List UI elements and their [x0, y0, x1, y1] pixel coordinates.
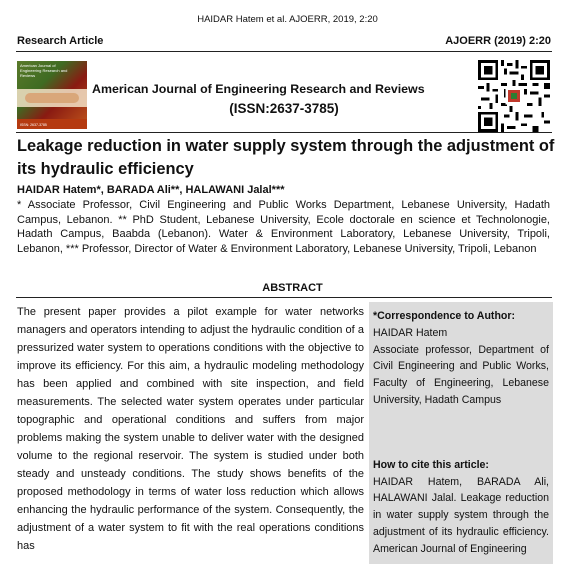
correspondence-heading: *Correspondence to Author: — [373, 310, 516, 322]
abstract-text: The present paper provides a pilot example for water networks managers and operators intending to adjust the hydraulic condition of a pressurized water system to operations conditions with the objective to improve its efficiency. For this aim, a hydraulic modeling methodology has been applied and combined with site inspection, and field measurements. The selected water system operates under particular topographic and operational conditions and suffers from major problems making the system unable to deliver water with the designed volume to the regional reservoir. The system is studied under both steady and unsteady conditions. The study shows benefits of the proposed methodology in terms of water loss reduction which allows enhancing the hydraulic performance of the system. Consequently, the adjustment of a water system to fit with the real operations conditions has — [17, 306, 364, 552]
journal-name: American Journal of Engineering Research and Reviews — [92, 82, 425, 96]
article-type: Research Article — [17, 35, 104, 47]
cover-title: American Journal of Engineering Research and Reviews — [20, 63, 68, 78]
cover-footer-text: ISSN: 2637-3785 — [20, 123, 47, 127]
title-rule — [16, 132, 552, 133]
journal-issn: (ISSN:2637-3785) — [229, 101, 339, 116]
correspondence-sidebar — [369, 302, 553, 564]
qr-code-icon[interactable] — [478, 60, 550, 132]
article-title: Leakage reduction in water supply system through the adjustment of its hydraulic efficiency — [17, 137, 555, 178]
cover-hands-illustration — [25, 93, 79, 103]
header-rule — [16, 51, 552, 52]
correspondence-details: Associate professor, Department of Civil Engineering and Public Works, Faculty of Engineering, Lebanese University, Hadath Campus — [373, 343, 549, 406]
journal-cover-image — [17, 61, 87, 129]
journal-code: AJOERR (2019) 2:20 — [445, 35, 551, 47]
abstract-rule — [16, 297, 552, 298]
abstract-heading: ABSTRACT — [262, 282, 323, 294]
cite-text: HAIDAR Hatem, BARADA Ali, HALAWANI Jalal. Leakage reduction in water supply system through the adjustment of its hydraulic efficiency. American Journal of Engineering — [373, 475, 549, 555]
author-list: HAIDAR Hatem*, BARADA Ali**, HALAWANI Jalal*** — [17, 184, 285, 196]
cite-heading: How to cite this article: — [373, 458, 489, 471]
correspondence-name: HAIDAR Hatem — [373, 326, 448, 339]
running-head: HAIDAR Hatem et al. AJOERR, 2019, 2:20 — [197, 14, 378, 25]
author-affiliations: * Associate Professor, Civil Engineering and Public Works Department, Lebanese University, Hadath Campus, Lebanon. ** PhD Student, Lebanese University, Ecole doctorale en science et Technolonogie, Hadath Campus, Baabda (Lebanon). Water & Environment Laboratory, Lebanese University, Tripoli, Lebanon, *** Professor, Director of Water & Environment Laboratory, Lebanese University, Tripoli, Lebanon — [17, 199, 550, 255]
